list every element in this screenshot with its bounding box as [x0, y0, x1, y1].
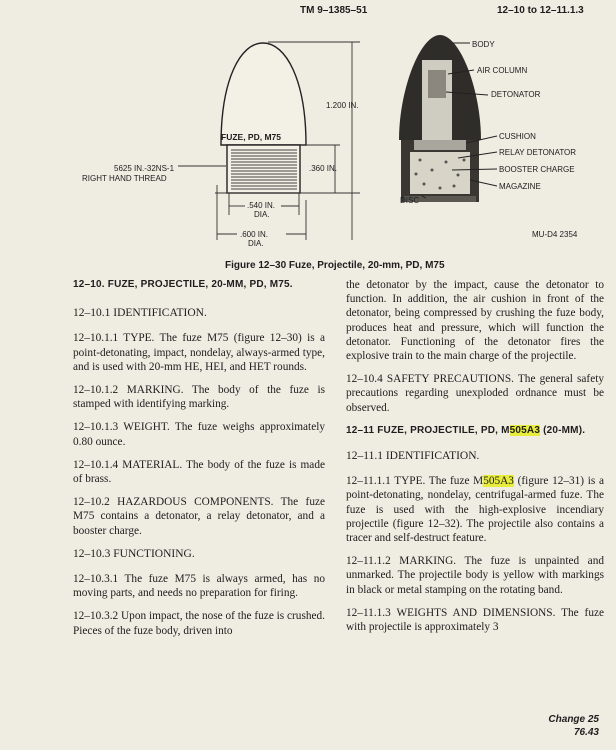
figure-code: MU-D4 2354 [532, 230, 578, 239]
paragraph-hazardous-components: 12–10.2 HAZARDOUS COMPONENTS. The fuze M75 contains a detonator, a relay detonator, and a booster charge. [73, 496, 325, 537]
heading-identification: 12–10.1 IDENTIFICATION. [73, 307, 207, 320]
search-highlight: 505A3 [483, 475, 514, 488]
right-column [346, 278, 604, 643]
tm-number: TM 9–1385–51 [300, 5, 368, 16]
label-air-column: AIR COLUMN [477, 66, 528, 75]
search-highlight: 505A3 [509, 424, 541, 436]
paragraph-material: 12–10.1.4 MATERIAL. The body of the fuze is made of brass. [73, 458, 325, 486]
outer-dia-label-1: .600 IN. [240, 230, 269, 239]
section-heading-12-11-post: (20-MM). [540, 424, 586, 436]
inner-dia-label-2: DIA. [254, 210, 270, 219]
section-heading-12-11-pre: 12–11 FUZE, PROJECTILE, PD, M [346, 424, 510, 436]
heading-functioning: 12–10.3 FUNCTIONING. [73, 547, 195, 560]
label-booster-charge: BOOSTER CHARGE [499, 165, 575, 174]
inner-dia-label-1: .540 IN. [247, 201, 276, 210]
outer-dia-label-2: DIA. [248, 239, 264, 248]
label-relay-detonator: RELAY DETONATOR [499, 148, 577, 157]
paragraph-functioning-1: 12–10.3.1 The fuze M75 is always armed, has no moving parts, and needs no preparation for firing. [73, 573, 325, 600]
page-number: 76.43 [573, 727, 599, 738]
thread-spec-line2: RIGHT HAND THREAD [82, 174, 167, 183]
paragraph-range: 12–10 to 12–11.1.3 [497, 5, 584, 16]
paragraph-weight: 12–10.1.3 WEIGHT. The fuze weighs approximately 0.80 ounce. [73, 421, 325, 448]
label-disc: DISC [400, 196, 420, 205]
type-text-post: (figure 12–31) is a point-detonating, nondelay, centrifugal-armed fuze. The fuze is used with the high-explosive incendiary projectile (figure 12–32). The projectile also contains a tracer and self-destruct feature. [346, 475, 604, 545]
paragraph-weights-dimensions: 12–11.1.3 WEIGHTS AND DIMENSIONS. The fuze with projectile is approximately 3 [346, 606, 604, 634]
figure-caption: Figure 12–30 Fuze, Projectile, 20-mm, PD, M75 [225, 260, 445, 271]
paragraph-safety-precautions: 12–10.4 SAFETY PRECAUTIONS. The general safety precautions regarding unexploded ordnance must be observed. [346, 373, 604, 414]
figure-12-30 [0, 0, 616, 265]
fuze-cross-section [399, 35, 481, 202]
label-body: BODY [472, 40, 495, 49]
paragraph-marking: 12–10.1.2 MARKING. The body of the fuze is stamped with identifying marking. [73, 384, 325, 411]
paragraph-functioning-continued: the detonator by the impact, cause the detonator to function. In addition, the air cushion in front of the detonator, being compressed by crushing the fuze body, produces heat and pressure, which will function the detonator. Functioning of the detonator fires the explosive train to the main charge of the projectile. [346, 279, 604, 363]
type-text-pre: 12–11.1.1 TYPE. The fuze M [346, 475, 484, 488]
height-dimension: 1.200 IN. [326, 101, 359, 110]
paragraph-marking-12-11: 12–11.1.2 MARKING. The fuze is unpainted and unmarked. The projectile body is yellow with markings in black or metal stamping on the rotating band. [346, 555, 604, 596]
paragraph-functioning-2: 12–10.3.2 Upon impact, the nose of the fuze is crushed. Pieces of the fuze body, driven into [73, 610, 325, 637]
label-magazine: MAGAZINE [499, 182, 541, 191]
thread-spec-line1: 5625 IN.-32NS-1 [114, 164, 175, 173]
change-mark [519, 713, 599, 739]
heading-identification-12-11: 12–11.1 IDENTIFICATION. [346, 450, 480, 463]
thread-length-dimension: .360 IN. [309, 164, 338, 173]
paragraph-type: 12–10.1.1 TYPE. The fuze M75 (figure 12–30) is a point-detonating, impact, nondelay, always-armed type, and is used with 20-mm HE, HEI, and HET rounds. [73, 332, 325, 373]
left-column [73, 278, 325, 647]
fuze-outline-drawing [221, 43, 306, 193]
paragraph-type-12-11 [346, 474, 604, 545]
section-heading-12-10: 12–10. FUZE, PROJECTILE, 20-MM, PD, M75. [73, 279, 293, 290]
label-cushion: CUSHION [499, 132, 536, 141]
fuze-name-label: FUZE, PD, M75 [221, 132, 281, 142]
section-heading-12-11 [346, 424, 604, 438]
label-detonator: DETONATOR [491, 90, 541, 99]
change-number: Change 25 [548, 714, 599, 725]
